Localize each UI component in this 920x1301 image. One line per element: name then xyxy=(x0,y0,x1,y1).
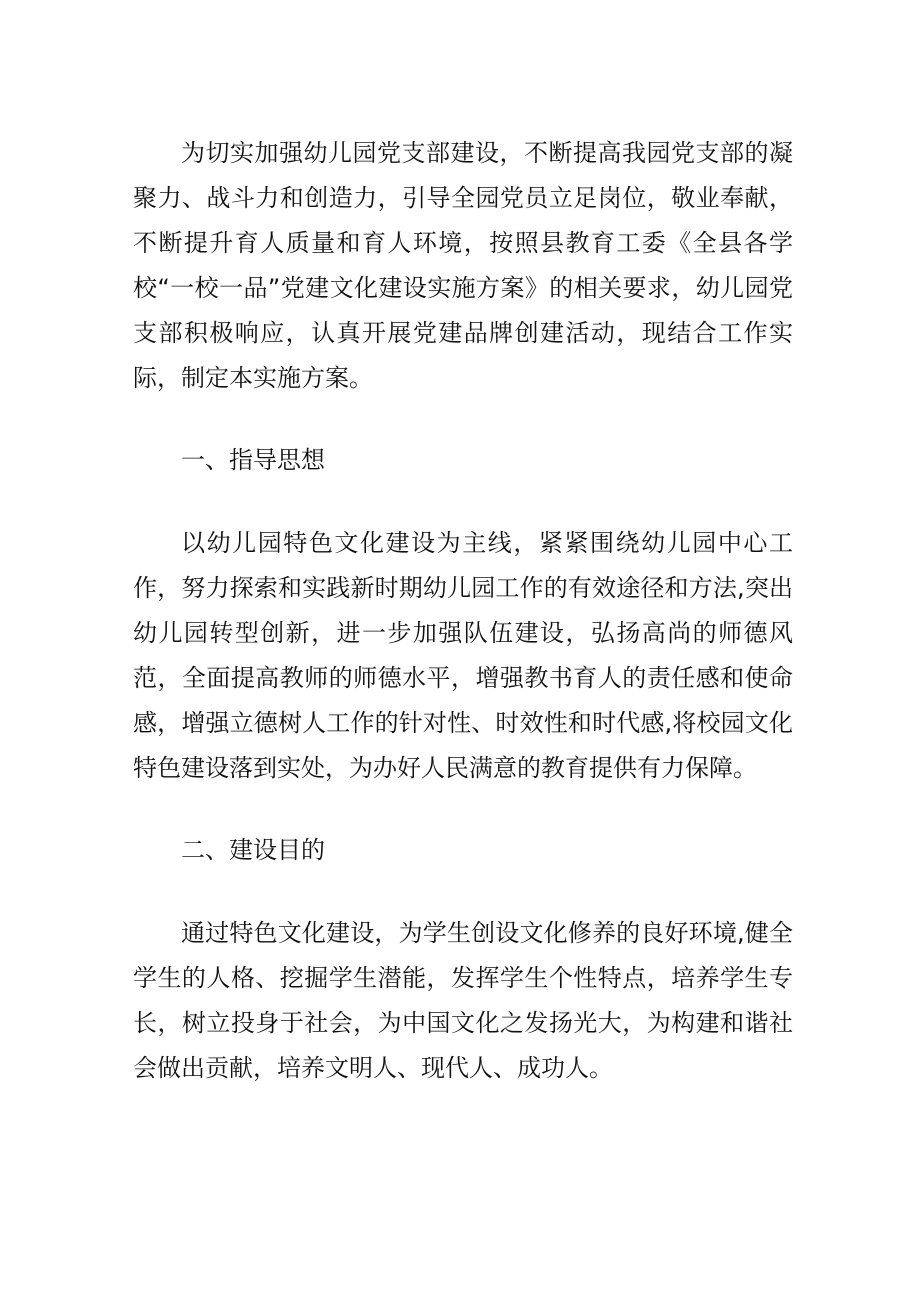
section-body-guiding-ideology: 以幼儿园特色文化建设为主线，紧紧围绕幼儿园中心工作，努力探索和实践新时期幼儿园工作的有效途径和方法,突出幼儿园转型创新，进一步加强队伍建设，弘扬高尚的师德风范，全面提高教师的师德水平，增强教书育人的责任感和使命感，增强立德树人工作的针对性、时效性和时代感,将校园文化特色建设落到实处，为办好人民满意的教育提供有力保障。 xyxy=(133,529,793,782)
section-heading-guiding-ideology: 一、指导思想 xyxy=(181,446,325,474)
spacer xyxy=(133,401,793,438)
document-body xyxy=(133,131,793,1091)
intro-paragraph: 为切实加强幼儿园党支部建设，不断提高我园党支部的凝聚力、战斗力和创造力，引导全园党员立足岗位，敬业奉献，不断提升育人质量和育人环境，按照县教育工委《全县各学校“一校一品”党建文化建设实施方案》的相关要求，幼儿园党支部积极响应，认真开展党建品牌创建活动，现结合工作实际，制定本实施方案。 xyxy=(133,139,793,392)
section-heading-construction-purpose: 二、建设目的 xyxy=(181,836,325,864)
spacer xyxy=(133,483,793,521)
spacer xyxy=(133,791,793,828)
section-body-construction-purpose: 通过特色文化建设，为学生创设文化修养的良好环境,健全学生的人格、挖掘学生潜能，发挥学生个性特点，培养学生专长，树立投身于社会，为中国文化之发扬光大，为构建和谐社会做出贡献，培养文明人、现代人、成功人。 xyxy=(133,919,793,1082)
spacer xyxy=(133,873,793,911)
